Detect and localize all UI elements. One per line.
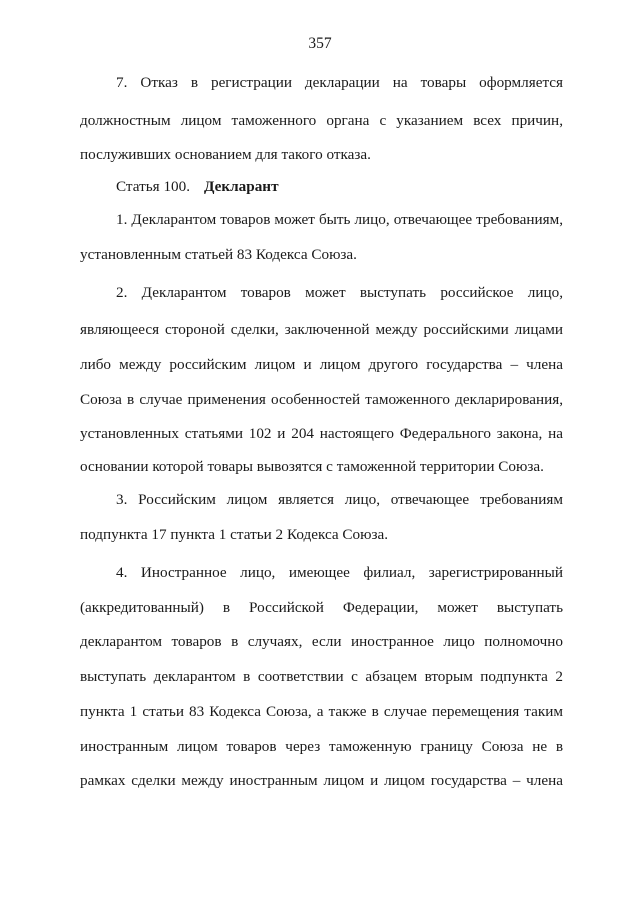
paragraph-3-line-1: 3. Российским лицом является лицо, отвечающее требованиям <box>116 491 563 508</box>
paragraph-4-line-1: 4. Иностранное лицо, имеющее филиал, зарегистрированный <box>116 564 563 581</box>
paragraph-2-line-6: основании которой товары вывозятся с таможенной территории Союза. <box>80 458 544 475</box>
paragraph-2-line-1: 2. Декларантом товаров может выступать российское лицо, <box>116 284 563 301</box>
paragraph-4-line-7: рамках сделки между иностранным лицом и лицом государства – члена <box>80 772 563 789</box>
paragraph-2-line-2: являющееся стороной сделки, заключенной между российскими лицами <box>80 321 563 338</box>
paragraph-7-line-3: послуживших основанием для такого отказа. <box>80 146 371 163</box>
paragraph-4-line-6: иностранным лицом товаров через таможенную границу Союза не в <box>80 738 563 755</box>
article-title: Декларант <box>204 178 279 195</box>
page-number: 357 <box>308 35 332 52</box>
paragraph-2-line-5: установленных статьями 102 и 204 настоящего Федерального закона, на <box>80 425 563 442</box>
paragraph-4-line-5: пункта 1 статьи 83 Кодекса Союза, а также в случае перемещения таким <box>80 703 563 720</box>
paragraph-4-line-4: выступать декларантом в соответствии с абзацем вторым подпункта 2 <box>80 668 563 685</box>
paragraph-4-line-3: декларантом товаров в случаях, если иностранное лицо полномочно <box>80 633 563 650</box>
article-number: Статья 100. <box>116 178 191 195</box>
paragraph-1-line-2: установленным статьей 83 Кодекса Союза. <box>80 246 357 263</box>
paragraph-2-line-4: Союза в случае применения особенностей таможенного декларирования, <box>80 391 563 408</box>
article-heading <box>116 177 279 197</box>
paragraph-1-line-1: 1. Декларантом товаров может быть лицо, отвечающее требованиям, <box>116 211 563 228</box>
paragraph-7-line-2: должностным лицом таможенного органа с указанием всех причин, <box>80 112 563 129</box>
paragraph-3-line-2: подпункта 17 пункта 1 статьи 2 Кодекса Союза. <box>80 526 389 543</box>
paragraph-7-line-1: 7. Отказ в регистрации декларации на товары оформляется <box>116 74 563 91</box>
paragraph-2-line-3: либо между российским лицом и лицом другого государства – члена <box>80 356 563 373</box>
paragraph-4-line-2: (аккредитованный) в Российской Федерации, может выступать <box>80 599 563 616</box>
